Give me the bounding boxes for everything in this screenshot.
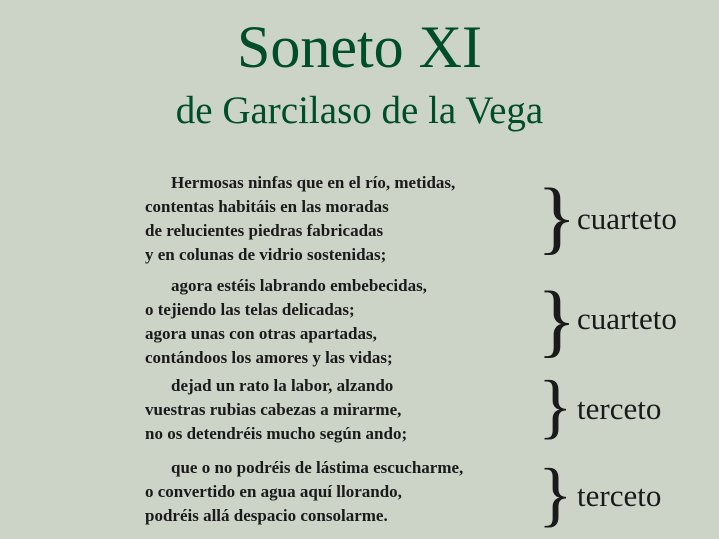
stanza-3 <box>145 374 407 446</box>
stanza-4 <box>145 456 463 528</box>
verse: podréis allá despacio consolarme. <box>145 506 388 525</box>
stanza-1 <box>145 171 455 267</box>
verse: no os detendréis mucho según ando; <box>145 424 408 443</box>
stanza-1-brace: } <box>537 171 577 262</box>
verse: contándoos los amores y las vidas; <box>145 348 393 367</box>
verse: agora estéis labrando embebecidas, <box>171 276 427 295</box>
verse: Hermosas ninfas que en el río, metidas, <box>171 173 456 192</box>
verse: vuestras rubias cabezas a mirarme, <box>145 400 402 419</box>
stanza-2-brace: } <box>537 274 577 365</box>
verse: o convertido en agua aquí llorando, <box>145 482 402 501</box>
verse: y en colunas de vidrio sostenidas; <box>145 245 387 264</box>
verse: dejad un rato la labor, alzando <box>171 376 394 395</box>
verse: que o no podréis de lástima escucharme, <box>171 458 464 477</box>
poem-author: de Garcilaso de la Vega <box>175 89 544 132</box>
stanza-2 <box>145 274 427 370</box>
verse: agora unas con otras apartadas, <box>145 324 377 343</box>
verse: o tejiendo las telas delicadas; <box>145 300 355 319</box>
verse: contentas habitáis en las moradas <box>145 197 389 216</box>
stanza-4-brace: } <box>538 454 573 534</box>
verse: de relucientes piedras fabricadas <box>145 221 384 240</box>
stanza-1-type-label: cuarteto <box>577 201 677 236</box>
poem-title: Soneto XI <box>237 14 482 80</box>
stanza-2-type-label: cuarteto <box>577 301 677 336</box>
stanza-4-type-label: terceto <box>577 478 662 513</box>
stanza-3-brace: } <box>538 366 573 446</box>
stanza-3-type-label: terceto <box>577 391 662 426</box>
